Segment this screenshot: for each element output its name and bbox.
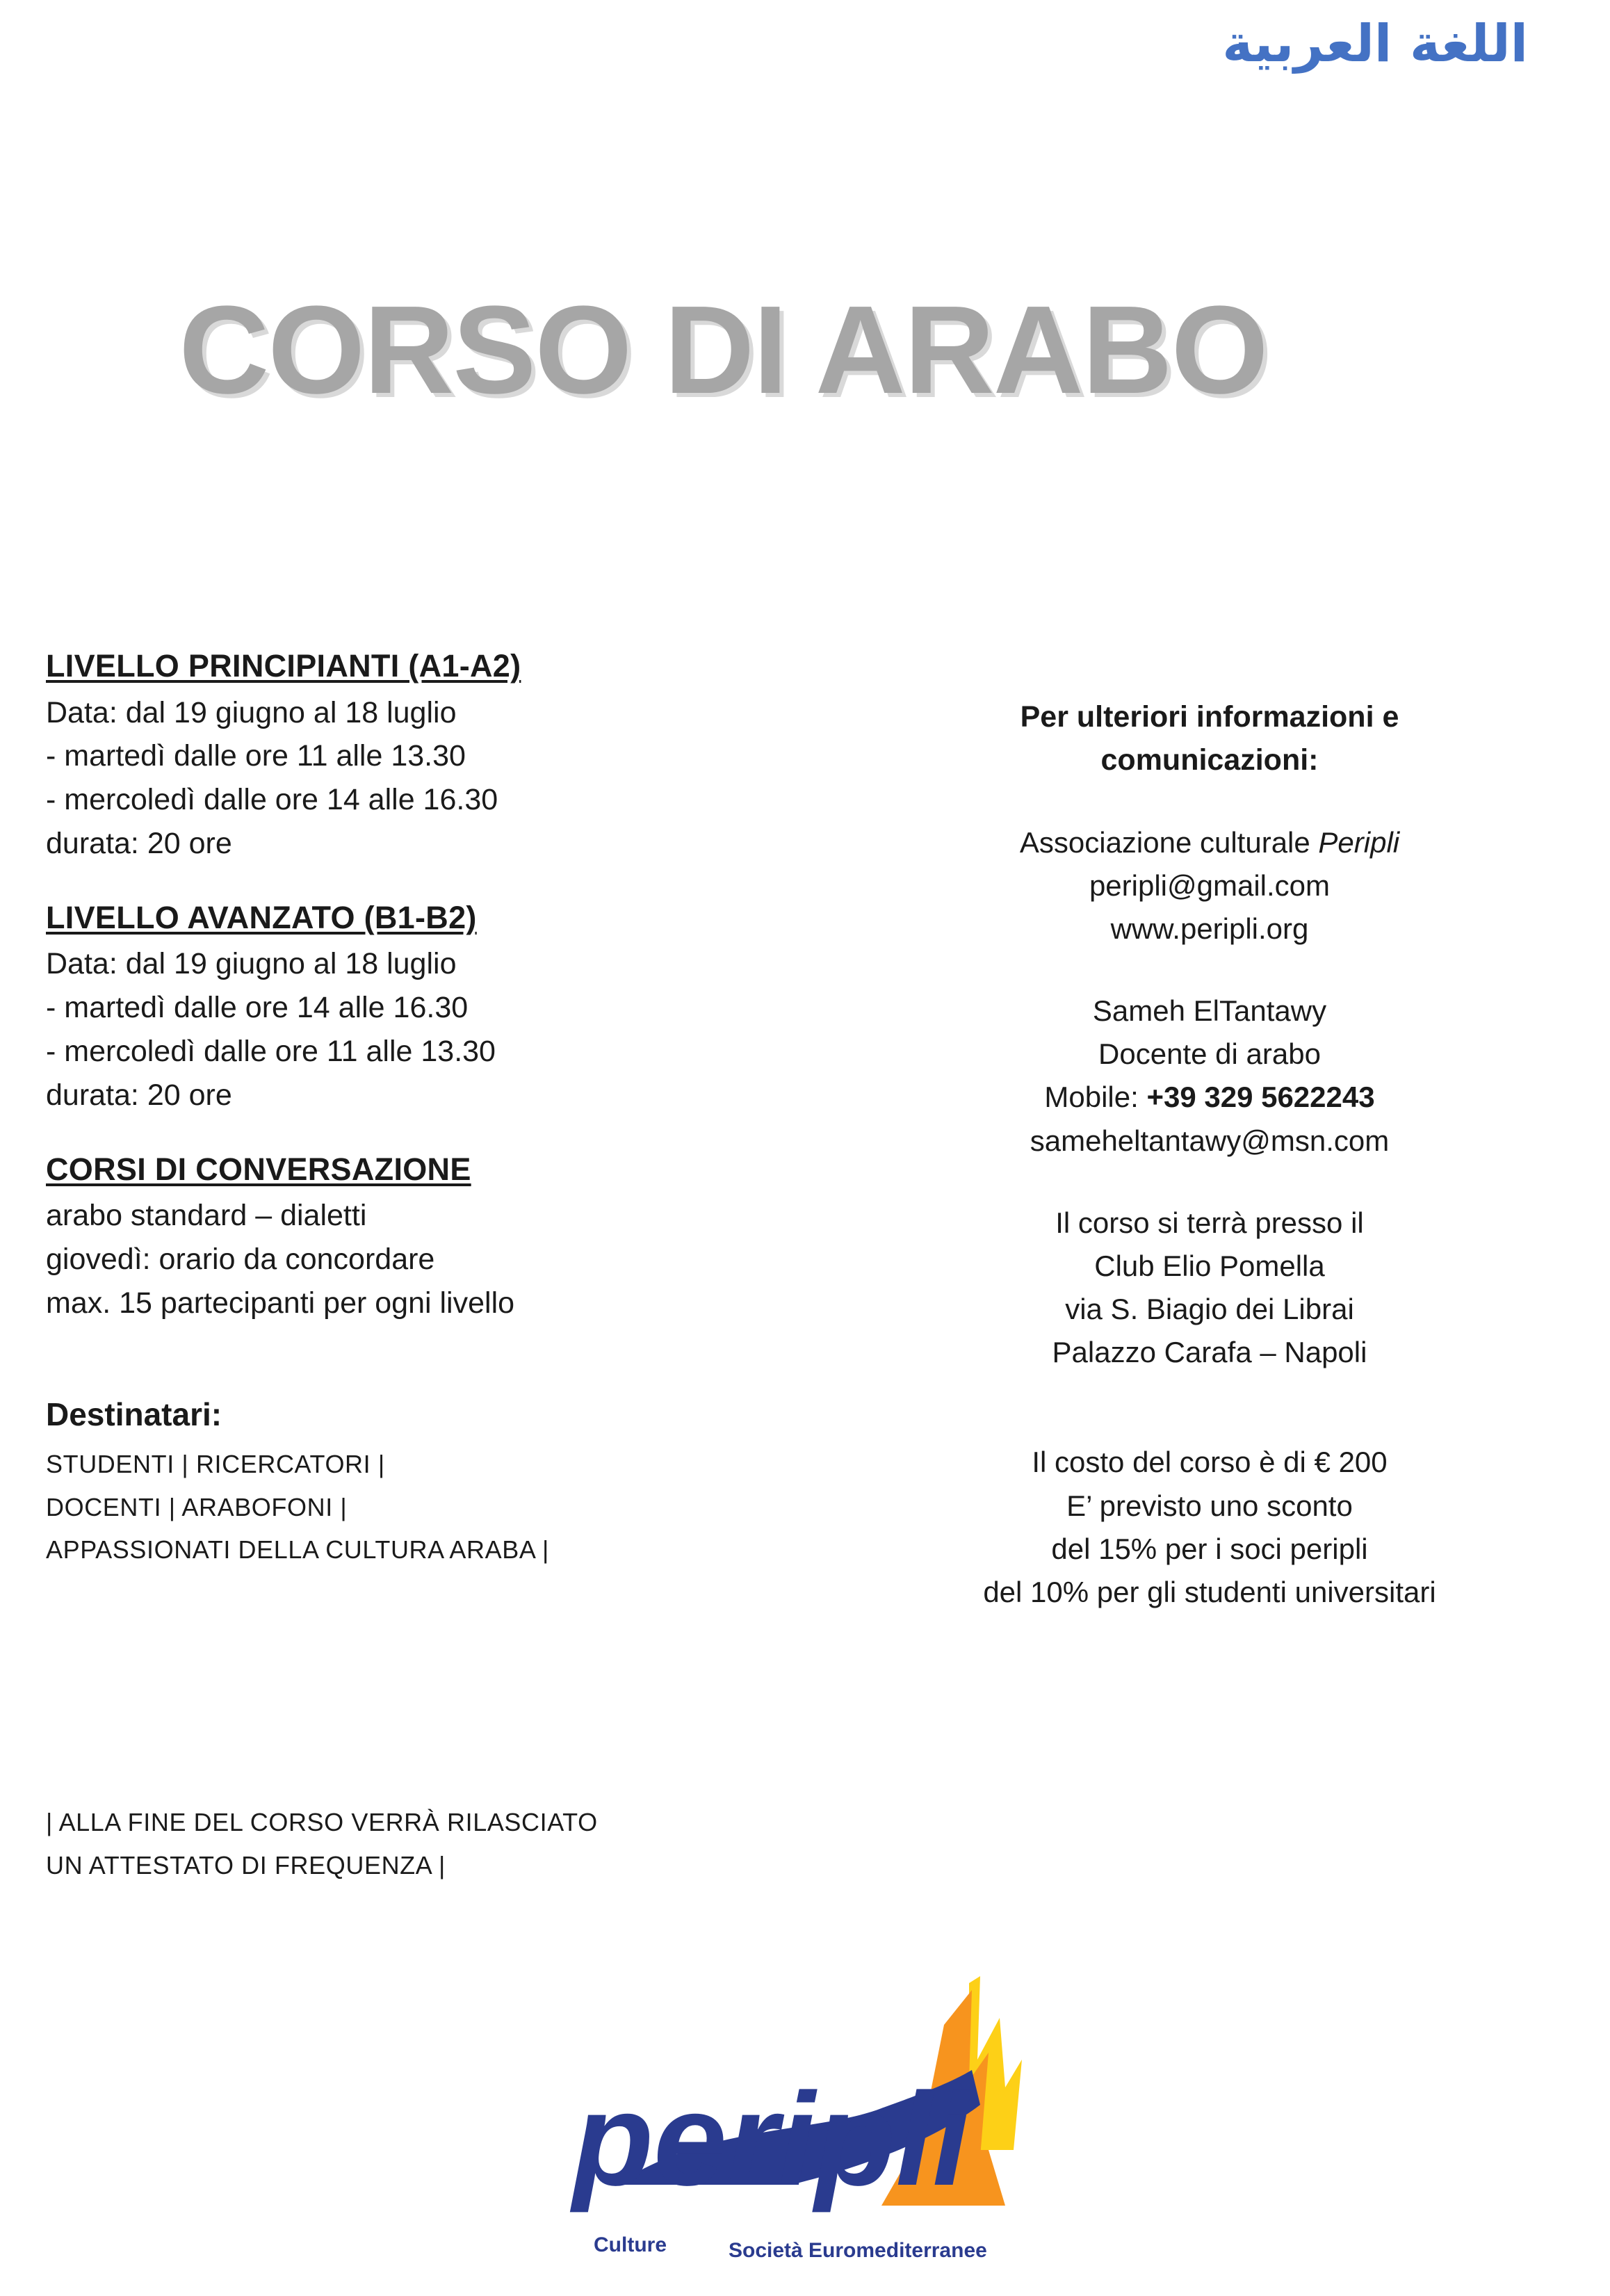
mobile-number[interactable]: +39 329 5622243 xyxy=(1146,1081,1375,1114)
arabic-language-title: اللغة العربية xyxy=(1222,14,1528,74)
spacer xyxy=(862,951,1557,989)
beginner-dates: Data: dal 19 giugno al 18 luglio xyxy=(46,695,457,729)
teacher-role: Docente di arabo xyxy=(1098,1037,1321,1071)
page-title: CORSO DI ARABO xyxy=(179,280,1267,420)
advanced-duration: durata: 20 ore xyxy=(46,1078,232,1112)
venue-intro: Il corso si terrà presso il xyxy=(1055,1206,1364,1239)
peripli-logo xyxy=(555,1976,1055,2275)
venue-city: Palazzo Carafa – Napoli xyxy=(1052,1336,1367,1369)
teacher-email[interactable]: sameheltantawy@msn.com xyxy=(1030,1124,1390,1157)
teacher-mobile xyxy=(862,1076,1557,1119)
course-price: Il costo del corso è di € 200 xyxy=(1032,1446,1388,1479)
cost-block xyxy=(862,1441,1557,1614)
conversation-schedule: giovedì: orario da concordare xyxy=(46,1242,435,1276)
beginner-duration: durata: 20 ore xyxy=(46,826,232,860)
recipients-line-2: DOCENTI | ARABOFONI | xyxy=(46,1492,348,1521)
association-name xyxy=(862,821,1557,864)
association-block xyxy=(862,821,1557,951)
association-name-italic: Peripli xyxy=(1318,825,1400,859)
info-heading-block xyxy=(862,695,1557,782)
discount-intro: E’ previsto uno sconto xyxy=(1066,1489,1353,1522)
advanced-wednesday-schedule: - mercoledì dalle ore 11 alle 13.30 xyxy=(46,1034,496,1068)
advanced-level-heading: LIVELLO AVANZATO (B1-B2) xyxy=(46,899,477,935)
logo-tagline-left: Culture xyxy=(594,2233,667,2256)
certificate-line-2: UN ATTESTATO DI FREQUENZA | xyxy=(46,1850,446,1879)
advanced-dates: Data: dal 19 giugno al 18 luglio xyxy=(46,947,457,981)
conversation-courses-block xyxy=(46,1147,783,1325)
certificate-line-1: | ALLA FINE DEL CORSO VERRÀ RILASCIATO xyxy=(46,1808,598,1836)
certificate-note xyxy=(46,1801,811,1887)
discount-members: del 15% per i soci peripli xyxy=(1051,1532,1368,1565)
spacer xyxy=(862,782,1557,821)
mobile-label: Mobile: xyxy=(1044,1081,1147,1114)
association-website-link[interactable]: www.peripli.org xyxy=(1110,912,1309,945)
conversation-max-participants: max. 15 partecipanti per ogni livello xyxy=(46,1286,515,1320)
recipients-block xyxy=(46,1391,783,1571)
discount-students: del 10% per gli studenti universitari xyxy=(983,1575,1436,1608)
spacer xyxy=(46,1117,783,1147)
info-heading-line-1: Per ulteriori informazioni e xyxy=(1020,700,1399,734)
beginner-level-heading: LIVELLO PRINCIPIANTI (A1-A2) xyxy=(46,648,521,684)
peripli-logo-graphic xyxy=(555,1976,1055,2275)
advanced-tuesday-schedule: - martedì dalle ore 14 alle 16.30 xyxy=(46,991,469,1025)
logo-wordmark: peripli xyxy=(573,2066,970,2213)
spacer xyxy=(46,866,783,895)
venue-street: via S. Biagio dei Librai xyxy=(1065,1293,1354,1326)
spacer xyxy=(862,1374,1557,1441)
beginner-level-block xyxy=(46,643,783,866)
beginner-tuesday-schedule: - martedì dalle ore 11 alle 13.30 xyxy=(46,739,466,773)
teacher-name: Sameh ElTantawy xyxy=(1092,994,1327,1028)
association-email[interactable]: peripli@gmail.com xyxy=(1089,868,1331,902)
teacher-block xyxy=(862,989,1557,1163)
recipients-line-1: STUDENTI | RICERCATORI | xyxy=(46,1449,385,1478)
venue-block xyxy=(862,1202,1557,1375)
advanced-level-block xyxy=(46,895,783,1117)
beginner-wednesday-schedule: - mercoledì dalle ore 14 alle 16.30 xyxy=(46,783,498,817)
spacer xyxy=(46,1325,783,1391)
course-details-column xyxy=(46,643,783,1571)
recipients-line-3: APPASSIONATI DELLA CULTURA ARABA | xyxy=(46,1535,549,1565)
logo-tagline-right: Società Euromediterranee xyxy=(729,2239,987,2262)
association-name-prefix: Associazione culturale xyxy=(1019,825,1319,859)
spacer xyxy=(862,1163,1557,1202)
recipients-heading: Destinatari: xyxy=(46,1396,222,1433)
info-heading-line-2: comunicazioni: xyxy=(1100,743,1319,777)
contact-information-column xyxy=(862,695,1557,1614)
conversation-courses-heading: CORSI DI CONVERSAZIONE xyxy=(46,1151,471,1187)
conversation-variants: arabo standard – dialetti xyxy=(46,1199,367,1233)
venue-name: Club Elio Pomella xyxy=(1094,1249,1325,1282)
